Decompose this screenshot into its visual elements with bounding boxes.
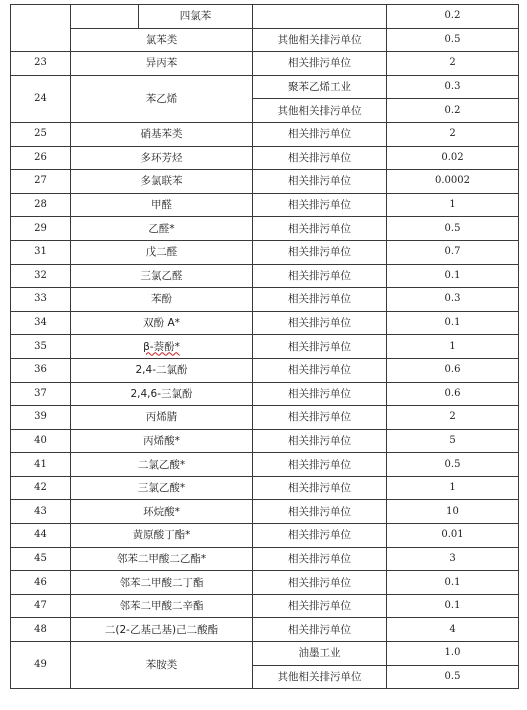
table-row	[11, 52, 519, 76]
value-cell: 0.0002	[387, 170, 519, 194]
name-cell: 丙烯酸*	[71, 429, 253, 453]
unit-cell: 相关排污单位	[253, 547, 387, 571]
name-cell: 苯酚	[71, 288, 253, 312]
table-row	[11, 335, 519, 359]
index-cell: 45	[11, 547, 71, 571]
value-cell: 0.5	[387, 453, 519, 477]
index-cell: 40	[11, 429, 71, 453]
name-cell: 氯苯类	[71, 28, 253, 52]
value-cell: 2	[387, 52, 519, 76]
table-row	[11, 382, 519, 406]
index-cell: 25	[11, 122, 71, 146]
value-cell: 0.1	[387, 594, 519, 618]
unit-cell: 相关排污单位	[253, 618, 387, 642]
unit-cell: 其他相关排污单位	[253, 99, 387, 123]
unit-cell: 相关排污单位	[253, 52, 387, 76]
index-cell: 34	[11, 311, 71, 335]
table-row	[11, 264, 519, 288]
value-cell: 10	[387, 500, 519, 524]
table-row	[11, 170, 519, 194]
index-cell: 24	[11, 75, 71, 122]
value-cell: 0.1	[387, 571, 519, 595]
table-row	[11, 500, 519, 524]
name-cell: 黄原酸丁酯*	[71, 524, 253, 548]
table-row	[11, 193, 519, 217]
table-row	[11, 146, 519, 170]
unit-cell: 相关排污单位	[253, 571, 387, 595]
unit-cell: 相关排污单位	[253, 288, 387, 312]
table-row	[11, 406, 519, 430]
unit-cell: 相关排污单位	[253, 170, 387, 194]
value-cell: 0.7	[387, 240, 519, 264]
name-cell: 2,4,6-三氯酚	[71, 382, 253, 406]
value-cell: 1	[387, 193, 519, 217]
index-cell: 29	[11, 217, 71, 241]
table-row	[11, 571, 519, 595]
name-cell: 二(2-乙基己基)己二酸酯	[71, 618, 253, 642]
unit-cell: 相关排污单位	[253, 146, 387, 170]
name-cell: 丙烯腈	[71, 406, 253, 430]
value-cell: 4	[387, 618, 519, 642]
unit-cell: 相关排污单位	[253, 217, 387, 241]
unit-cell: 相关排污单位	[253, 524, 387, 548]
name-cell: 苯胺类	[71, 642, 253, 689]
unit-cell: 相关排污单位	[253, 358, 387, 382]
unit-cell: 其他相关排污单位	[253, 28, 387, 52]
table-row	[11, 288, 519, 312]
name-cell: 邻苯二甲酸二丁酯	[71, 571, 253, 595]
value-cell: 0.2	[387, 99, 519, 123]
index-cell: 44	[11, 524, 71, 548]
index-cell: 36	[11, 358, 71, 382]
unit-cell: 相关排污单位	[253, 335, 387, 359]
value-cell: 2	[387, 406, 519, 430]
name-cell: 二氯乙酸*	[71, 453, 253, 477]
index-cell: 49	[11, 642, 71, 689]
unit-cell: 相关排污单位	[253, 193, 387, 217]
table-row	[11, 524, 519, 548]
index-cell	[11, 5, 71, 52]
value-cell: 0.1	[387, 311, 519, 335]
unit-cell: 油墨工业	[253, 642, 387, 666]
index-cell: 32	[11, 264, 71, 288]
table-row	[11, 547, 519, 571]
unit-cell	[253, 5, 387, 29]
pollutant-limits-table	[10, 4, 519, 689]
index-cell: 35	[11, 335, 71, 359]
unit-cell: 相关排污单位	[253, 453, 387, 477]
index-cell: 48	[11, 618, 71, 642]
value-cell: 0.3	[387, 288, 519, 312]
value-cell: 0.5	[387, 217, 519, 241]
index-cell: 23	[11, 52, 71, 76]
index-cell: 43	[11, 500, 71, 524]
unit-cell: 相关排污单位	[253, 429, 387, 453]
table-row	[11, 642, 519, 666]
name-cell: 2,4-二氯酚	[71, 358, 253, 382]
index-cell: 42	[11, 476, 71, 500]
value-cell: 2	[387, 122, 519, 146]
name-cell: 双酚 A*	[71, 311, 253, 335]
table-row	[11, 217, 519, 241]
value-cell: 0.02	[387, 146, 519, 170]
unit-cell: 相关排污单位	[253, 476, 387, 500]
value-cell: 3	[387, 547, 519, 571]
unit-cell: 相关排污单位	[253, 382, 387, 406]
name-cell: 环烷酸*	[71, 500, 253, 524]
value-cell: 0.6	[387, 358, 519, 382]
sub-name-cell: 四氯苯	[139, 5, 253, 29]
unit-cell: 相关排污单位	[253, 500, 387, 524]
name-cell: 三氯乙酸*	[71, 476, 253, 500]
name-cell: 多环芳烃	[71, 146, 253, 170]
value-cell: 0.6	[387, 382, 519, 406]
table-row	[11, 311, 519, 335]
table-row	[11, 453, 519, 477]
value-cell: 0.2	[387, 5, 519, 29]
unit-cell: 相关排污单位	[253, 122, 387, 146]
table-row	[11, 75, 519, 99]
table-row	[11, 240, 519, 264]
name-cell: 苯乙烯	[71, 75, 253, 122]
index-cell: 28	[11, 193, 71, 217]
value-cell: 1	[387, 476, 519, 500]
table-row	[11, 429, 519, 453]
index-cell: 33	[11, 288, 71, 312]
unit-cell: 相关排污单位	[253, 311, 387, 335]
value-cell: 5	[387, 429, 519, 453]
unit-cell: 相关排污单位	[253, 264, 387, 288]
value-cell: 0.5	[387, 28, 519, 52]
index-cell: 47	[11, 594, 71, 618]
index-cell: 46	[11, 571, 71, 595]
value-cell: 1	[387, 335, 519, 359]
value-cell: 0.5	[387, 665, 519, 689]
name-cell: 异丙苯	[71, 52, 253, 76]
name-cell: 硝基苯类	[71, 122, 253, 146]
unit-cell: 相关排污单位	[253, 240, 387, 264]
name-cell: 邻苯二甲酸二乙酯*	[71, 547, 253, 571]
value-cell: 1.0	[387, 642, 519, 666]
index-cell: 26	[11, 146, 71, 170]
index-cell: 41	[11, 453, 71, 477]
name-cell: 三氯乙醛	[71, 264, 253, 288]
name-text: β-萘酚*	[143, 340, 180, 353]
table-row	[11, 476, 519, 500]
table-row	[11, 618, 519, 642]
name-cell	[71, 335, 253, 359]
index-cell: 39	[11, 406, 71, 430]
name-cell: 乙醛*	[71, 217, 253, 241]
name-cell: 戊二醛	[71, 240, 253, 264]
table-row	[11, 358, 519, 382]
value-cell: 0.3	[387, 75, 519, 99]
value-cell: 0.01	[387, 524, 519, 548]
unit-cell: 聚苯乙烯工业	[253, 75, 387, 99]
table-row	[11, 5, 519, 29]
name-cell: 甲醛	[71, 193, 253, 217]
category-cell	[71, 5, 139, 29]
index-cell: 37	[11, 382, 71, 406]
unit-cell: 相关排污单位	[253, 406, 387, 430]
table-row	[11, 28, 519, 52]
unit-cell: 相关排污单位	[253, 594, 387, 618]
index-cell: 31	[11, 240, 71, 264]
table-row	[11, 594, 519, 618]
name-cell: 邻苯二甲酸二辛酯	[71, 594, 253, 618]
name-cell: 多氯联苯	[71, 170, 253, 194]
table-row	[11, 122, 519, 146]
value-cell: 0.1	[387, 264, 519, 288]
unit-cell: 其他相关排污单位	[253, 665, 387, 689]
index-cell: 27	[11, 170, 71, 194]
